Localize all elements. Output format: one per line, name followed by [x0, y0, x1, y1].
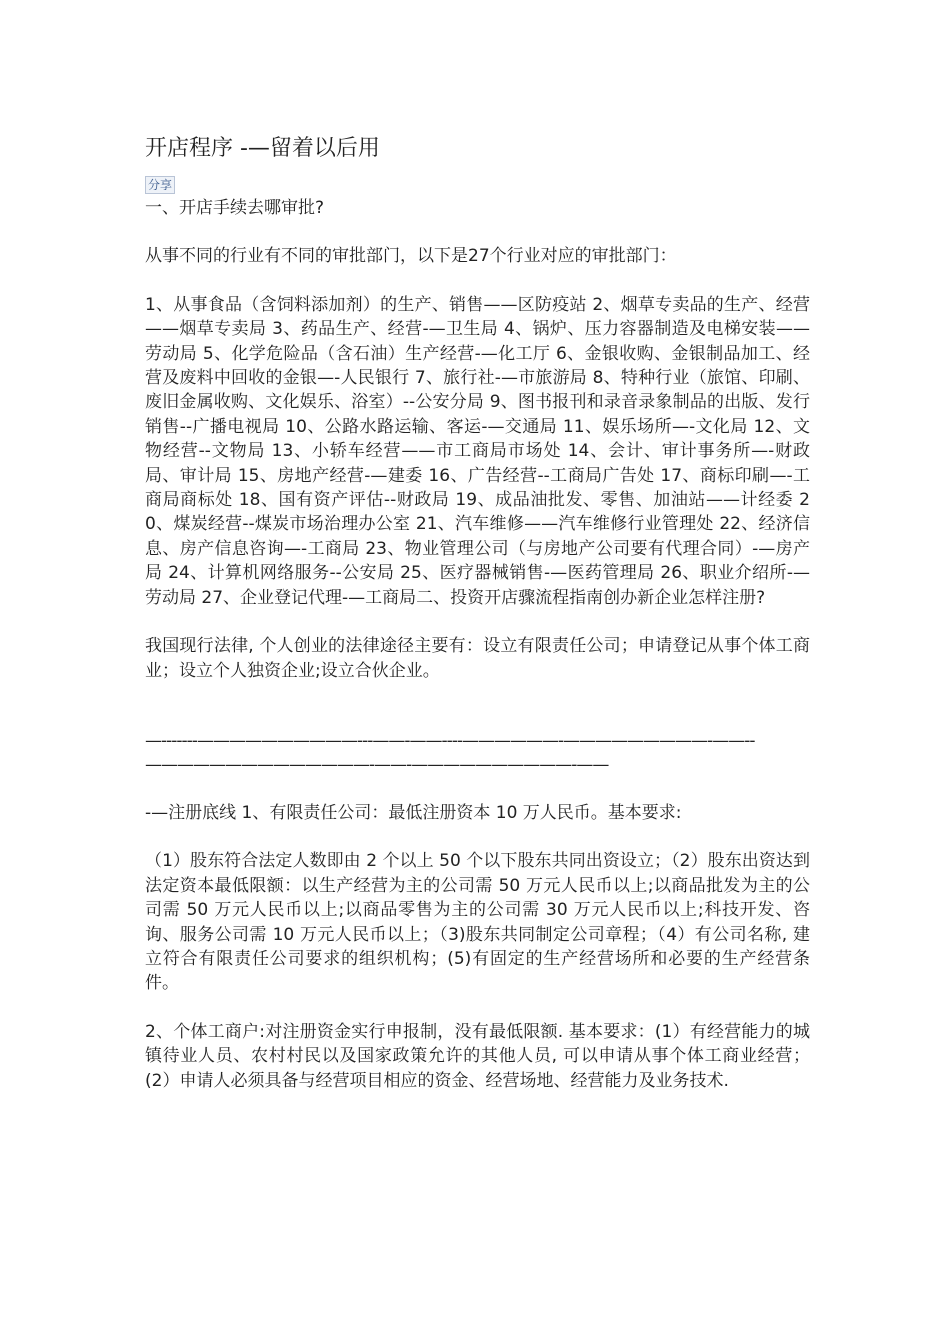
share-button[interactable]: 分享	[145, 176, 175, 194]
paragraph-legal-forms: 我国现行法律, 个人创业的法律途径主要有：设立有限责任公司；申请登记从事个体工商业；设立个人独资企业;设立合伙企业。	[145, 636, 810, 681]
article-title: 开店程序 -—留着以后用	[145, 136, 380, 161]
paragraph-sole-proprietor: 2、个体工商户:对注册资金实行申报制，没有最低限额. 基本要求：(1）有经营能力的城镇待业人员、农村村民以及国家政策允许的其他人员, 可以申请从事个体工商业经营；(2）申请人必须具备与经营项目相应的资金、经营场地、经营能力及业务技术.	[145, 1021, 810, 1091]
dashed-divider: —-------——————————---——-——----——————-—————————-——--——————————————-——-——————————-——	[145, 730, 755, 775]
section-heading-approval: 一、开店手续去哪审批?	[145, 198, 325, 218]
document-body	[145, 132, 810, 1093]
paragraph-approval-list: 1、从事食品（含饲料添加剂）的生产、销售——区防疫站 2、烟草专卖品的生产、经营——烟草专卖局 3、药品生产、经营-—卫生局 4、锅炉、压力容器制造及电梯安装——劳动局 5、化学危险品（含石油）生产经营-—化工厅 6、金银收购、金银制品加工、经营及废料中回收的金银—-人民银行 7、旅行社-—市旅游局 8、特种行业（旅馆、印刷、废旧金属收购、文化娱乐、浴室）--公安分局 9、图书报刊和录音录象制品的出版、发行销售--广播电视局 10、公路水路运输、客运-—交通局 11、娱乐场所—-文化局 12、文物经营--文物局 13、小轿车经营——市工商局市场处 14、会计、审计事务所—-财政局、审计局 15、房地产经营-—建委 16、广告经营--工商局广告处 17、商标印刷—-工商局商标处 18、国有资产评估--财政局 19、成品油批发、零售、加油站——计经委 20、煤炭经营--煤炭市场治理办公室 21、汽车维修——汽车维修行业管理处 22、经济信息、房产信息咨询—-工商局 23、物业管理公司（与房地产公司要有代理合同）-—房产局 24、计算机网络服务--公安局 25、医疗器械销售-—医药管理局 26、职业介绍所-—劳动局 27、企业登记代理-—工商局二、投资开店骤流程指南创办新企业怎样注册?	[145, 294, 810, 608]
paragraph-llc-requirements: （1）股东符合法定人数即由 2 个以上 50 个以下股东共同出资设立；（2）股东出资达到法定资本最低限额：以生产经营为主的公司需 50 万元人民币以上;以商品批发为主的公司需 50 万元人民币以上;以商品零售为主的公司需 30 万元人民币以上;科技开发、咨询、服务公司需 10 万元人民币以上；（3)股东共同制定公司章程；（4）有公司名称, 建立符合有限责任公司要求的组织机构；(5)有固定的生产经营场所和必要的生产经营条件。	[145, 851, 810, 994]
paragraph-intro: 从事不同的行业有不同的审批部门，以下是27个行业对应的审批部门：	[145, 246, 677, 267]
paragraph-registration-minimum: -—注册底线 1、有限责任公司：最低注册资本 10 万人民币。基本要求:	[145, 802, 682, 823]
